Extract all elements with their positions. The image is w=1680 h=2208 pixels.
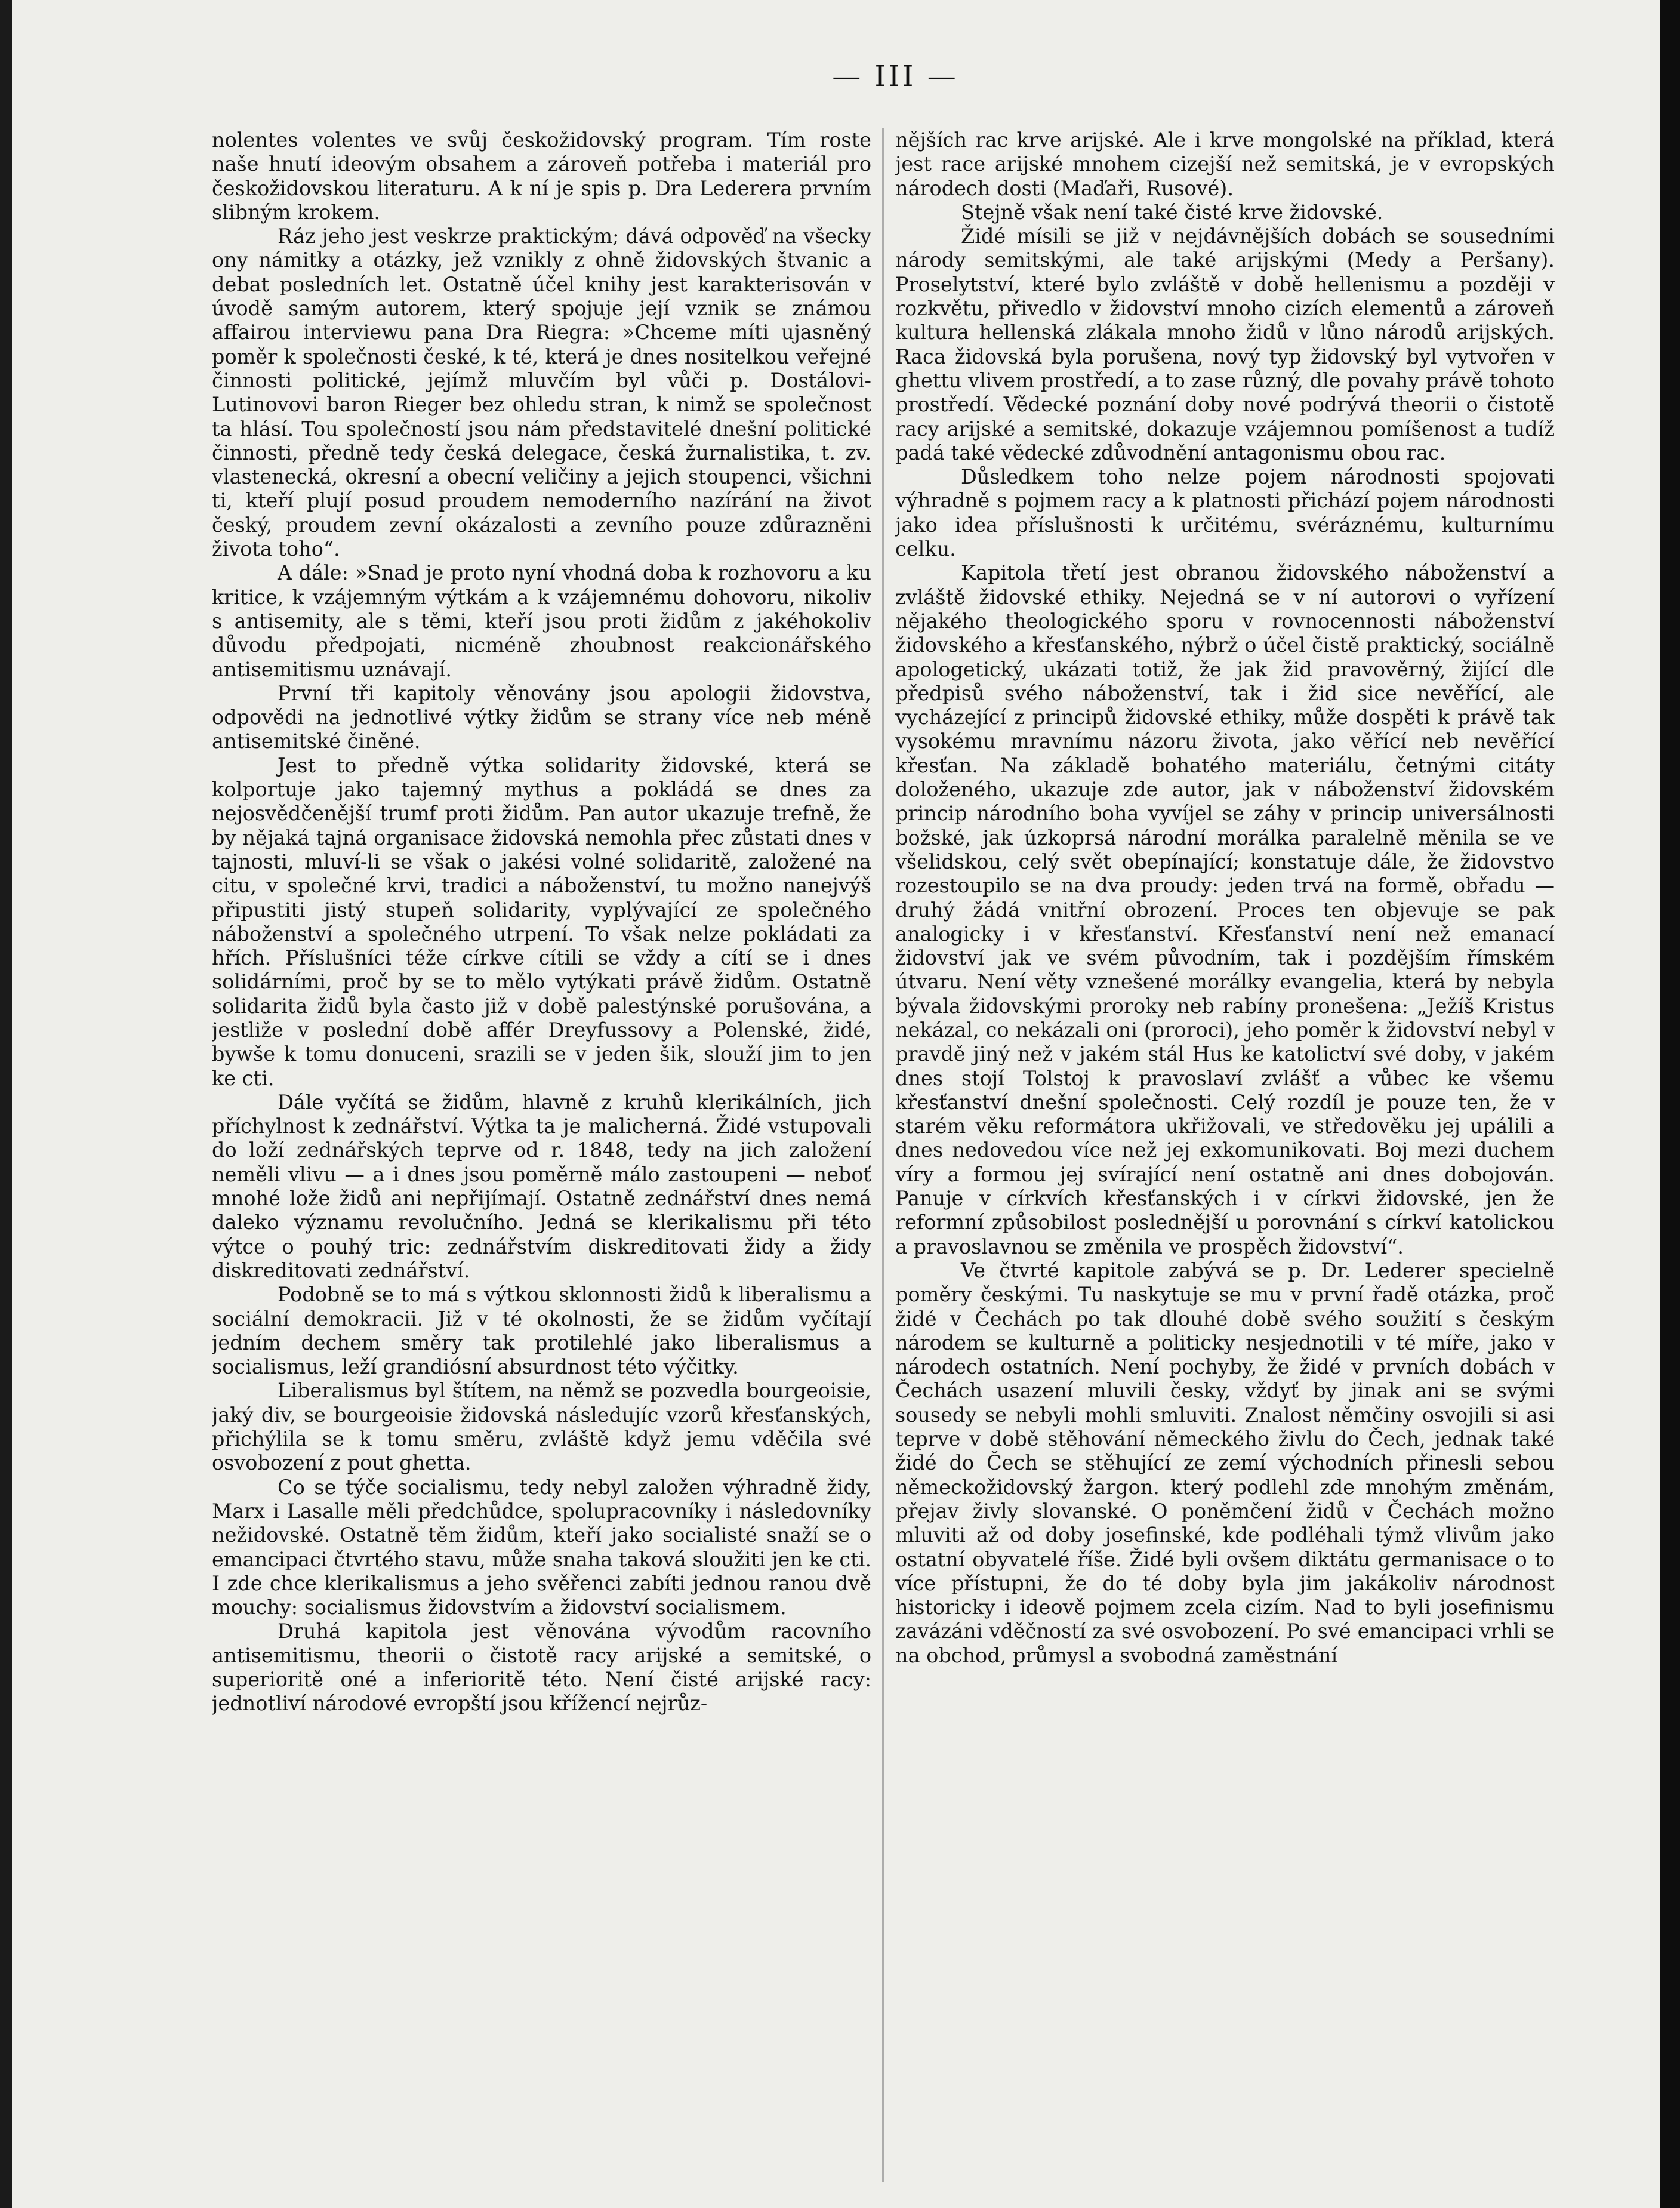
paragraph: Židé mísili se již v nejdávnějších dobách se sousedními národy semitskými, ale také arijskými (Medy a Peršany). Proselytství, které bylo zvláště v době hellenismu a později v rozkvětu, přivedlo v židovství mnoho cizích elementů a zároveň kultura hellenská zlákala mnoho židů v lůno národů arijských. Raca židovská byla porušena, nový typ židovský byl vytvořen v ghettu vlivem prostředí, a to zase různý, dle povahy právě tohoto prostředí. Vědecké poznání doby nové podrývá theorii o čistotě racy arijské a semitské, dokazuje vzájemnou pomíšenost a tudíž padá také vědecké zdůvodnění antagonismu obou rac. <box>895 224 1555 464</box>
paragraph: Druhá kapitola jest věnována vývodům racovního antisemitismu, theorii o čistotě racy arijské a semitské, o superioritě oné a inferioritě této. Není čisté arijské racy: jednotliví národové evropští jsou křížencí nejrůz- <box>212 1619 871 1716</box>
paragraph: Stejně však není také čisté krve židovské. <box>961 200 1383 224</box>
paragraph: Kapitola třetí jest obranou židovského náboženství a zvláště židovské ethiky. Nejedná se v ní autorovi o vyřízení nějakého theologického sporu v rovnocennosti náboženství židovského a křesťanského, nýbrž o účel čistě praktický, sociálně apologetický, ukázati totiž, že jak žid pravověrný, žijící dle předpisů svého náboženství, tak i žid sice nevěřící, ale vycházející z principů židovské ethiky, může dospěti k právě tak vysokému mravnímu názoru života, jako věřící neb nevěřící křesťan. Na základě bohatého materiálu, četnými citáty doloženého, ukazuje zde autor, jak v náboženství židovském princip národního boha vyvíjel se záhy v princip universálnosti božské, jak úzkoprsá národní morálka paralelně měnila se ve všelidskou, celý svět obepínající; konstatuje dále, že židovstvo rozestoupilo se na dva proudy: jeden trvá na formě, obřadu — druhý žádá vnitřní obrození. Proces ten objevuje se pak analogicky i v křesťanství. Křesťanství není než emanací židovství jak ve svém původním, tak i pozdějším římském útvaru. Není věty vznešené morálky evangelia, která by nebyla bývala židovskými proroky neb rabíny pronešena: „Ježíš Kristus nekázal, co nekázali oni (proroci), jeho poměr k židovství nebyl v pravdě jiný než v jakém stál Hus ke katolictví své doby, v jakém dnes stojí Tolstoj k pravoslaví zvlášť a vůbec ke všemu křesťanství dnešní společnosti. Celý rozdíl je pouze ten, že v starém věku reformátora ukřižovali, ve středověku jej upálili a dnes nedovedou více než jej exkomunikovati. Boj mezi duchem víry a formou jej svírající není ostatně ani dnes dobojován. Panuje v církvích křesťanských i v církvi židovské, jen že reformní způsobilost poslednější u porovnání s církví katolickou a pravoslavnou se změnila ve prospěch židovství“. <box>895 561 1555 1258</box>
paragraph: nějších rac krve arijské. Ale i krve mongolské na příklad, která jest race arijské mnohem cizejší než semitská, je v evropských národech dosti (Maďaři, Rusové). <box>895 128 1555 200</box>
book-page <box>12 0 1660 2208</box>
paragraph: A dále: »Snad je proto nyní vhodná doba k rozhovoru a ku kritice, k vzájemným výtkám a k vzájemnému dohovoru, nikoliv s antisemity, ale s těmi, kteří jsou proti židům z jakéhokoliv důvodu předpojati, nicméně zhoubnost reakcionářského antisemitismu uznávají. <box>212 561 871 681</box>
column-divider <box>882 128 884 2182</box>
paragraph: Důsledkem toho nelze pojem národnosti spojovati výhradně s pojmem racy a k platnosti přichází pojem národnosti jako idea příslušnosti k určitému, svéráznému, kulturnímu celku. <box>895 465 1555 561</box>
paragraph: Liberalismus byl štítem, na němž se pozvedla bourgeoisie, jaký div, se bourgeoisie židovská následujíc vzorů křesťanských, přichýlila se k tomu směru, zvláště když jemu vděčila své osvobození z pout ghetta. <box>212 1379 871 1475</box>
paragraph: Ráz jeho jest veskrze praktickým; dává odpověď na všecky ony námitky a otázky, jež vznikly z ohně židovských štvanic a debat posledních let. Ostatně účel knihy jest karakterisován v úvodě samým autorem, který spojuje její vznik se známou affairou interviewu pana Dra Riegra: »Chceme míti ujasněný poměr k společnosti české, k té, která je dnes nositelkou veřejné činnosti politické, jejímž mluvčím byl vůči p. Dostálovi-Lutinovovi baron Rieger bez ohledu stran, k nimž se společnost ta hlásí. Tou společností jsou nám představitelé dnešní politické činnosti, předně tedy česká delegace, česká žurnalistika, t. zv. vlastenecká, okresní a obecní veličiny a jejich stoupenci, všichni ti, kteří plují posud proudem nemoderního nazírání na život český, proudem zevní okázalosti a zevního pouze zdůrazněni života toho“. <box>212 224 871 561</box>
scan-edge <box>1660 0 1680 2208</box>
right-column <box>895 128 1555 2182</box>
paragraph: Ve čtvrté kapitole zabývá se p. Dr. Lederer specielně poměry českými. Tu naskytuje se mu v první řadě otázka, proč židé v Čechách po tak dlouhé době svého soužití s českým národem se kulturně a politicky nesjednotili v té míře, jako v národech ostatních. Není pochyby, že židé v prvních dobách v Čechách usazení mluvili česky, vždyť by jinak ani se svými sousedy se nebyli mohli smluviti. Znalost němčiny osvojili si asi teprve v době stěhování německého živlu do Čech, jednak také židé do Čech se stěhující ze zemí východních přinesli sebou německožidovský žargon. který podlehl zde mnohým změnám, přejav živly slovanské. O poněmčení židů v Čechách možno mluviti až od doby josefinské, kde podléhali týmž vlivům jako ostatní obyvatelé říše. Židé byli ovšem diktátu germanisace o to více přístupni, že do té doby byla jim jakákoliv národnost historicky i ideově pojmem zcela cizím. Nad to byli josefinismu zavázáni vděčností za své osvobození. Po své emancipaci vrhli se na obchod, průmysl a svobodná zaměstnání <box>895 1258 1555 1667</box>
paragraph: nolentes volentes ve svůj českožidovský program. Tím roste naše hnutí ideovým obsahem a zároveň potřeba i materiál pro českožidovskou literaturu. A k ní je spis p. Dra Lederera prvním slibným krokem. <box>212 128 871 224</box>
paragraph: První tři kapitoly věnovány jsou apologii židovstva, odpovědi na jednotlivé výtky židům se strany více neb méně antisemitské činěné. <box>212 681 871 753</box>
page-number: — III — <box>832 60 958 93</box>
paragraph: Jest to předně výtka solidarity židovské, která se kolportuje jako tajemný mythus a pokládá se dnes za nejosvědčenější trumf proti židům. Pan autor ukazuje trefně, že by nějaká tajná organisace židovská nemohla přec zůstati dnes v tajnosti, mluví-li se však o jakési volné solidaritě, založené na citu, v společné krvi, tradici a náboženství, tu možno nanejvýš připustiti jistý stupeň solidarity, vyplývající ze společného náboženství a společného utrpení. To však nelze pokládati za hřích. Příslušníci téže církve cítili se vždy a cítí se i dnes solidárními, proč by se to mělo vytýkati právě židům. Ostatně solidarita židů byla často již v době palestýnské porušována, a jestliže v poslední době affér Dreyfussovy a Polenské, židé, bywše k tomu donuceni, srazili se v jeden šik, slouží jim to jen ke cti. <box>212 753 871 1090</box>
paragraph: Dále vyčítá se židům, hlavně z kruhů klerikálních, jich příchylnost k zednářství. Výtka ta je malicherná. Židé vstupovali do loží zednářských teprve od r. 1848, tedy na jich založení neměli vlivu — a i dnes jsou poměrně málo zastoupeni — neboť mnohé lože židů ani nepřijímají. Ostatně zednářství dnes nemá daleko významu revolučního. Jedná se klerikalismu při této výtce o pouhý tric: zednářstvím diskreditovati židy a židy diskreditovati zednářství. <box>212 1090 871 1282</box>
left-column <box>212 128 871 2182</box>
paragraph: Podobně se to má s výtkou sklonnosti židů k liberalismu a sociální demokracii. Již v té okolnosti, že se židům vyčítají jedním dechem směry tak protilehlé jako liberalismus a socialismus, leží grandiósní absurdnost této výčitky. <box>212 1283 871 1379</box>
paragraph: Co se týče socialismu, tedy nebyl založen výhradně židy, Marx i Lasalle měli předchůdce, spolupracovníky i následovníky nežidovské. Ostatně těm židům, kteří jako socialisté snaží se o emancipaci čtvrtého stavu, může snaha taková sloužiti jen ke cti. I zde chce klerikalismus a jeho svěřenci zabíti jednou ranou dvě mouchy: socialismus židovstvím a židovství socialismem. <box>212 1475 871 1619</box>
